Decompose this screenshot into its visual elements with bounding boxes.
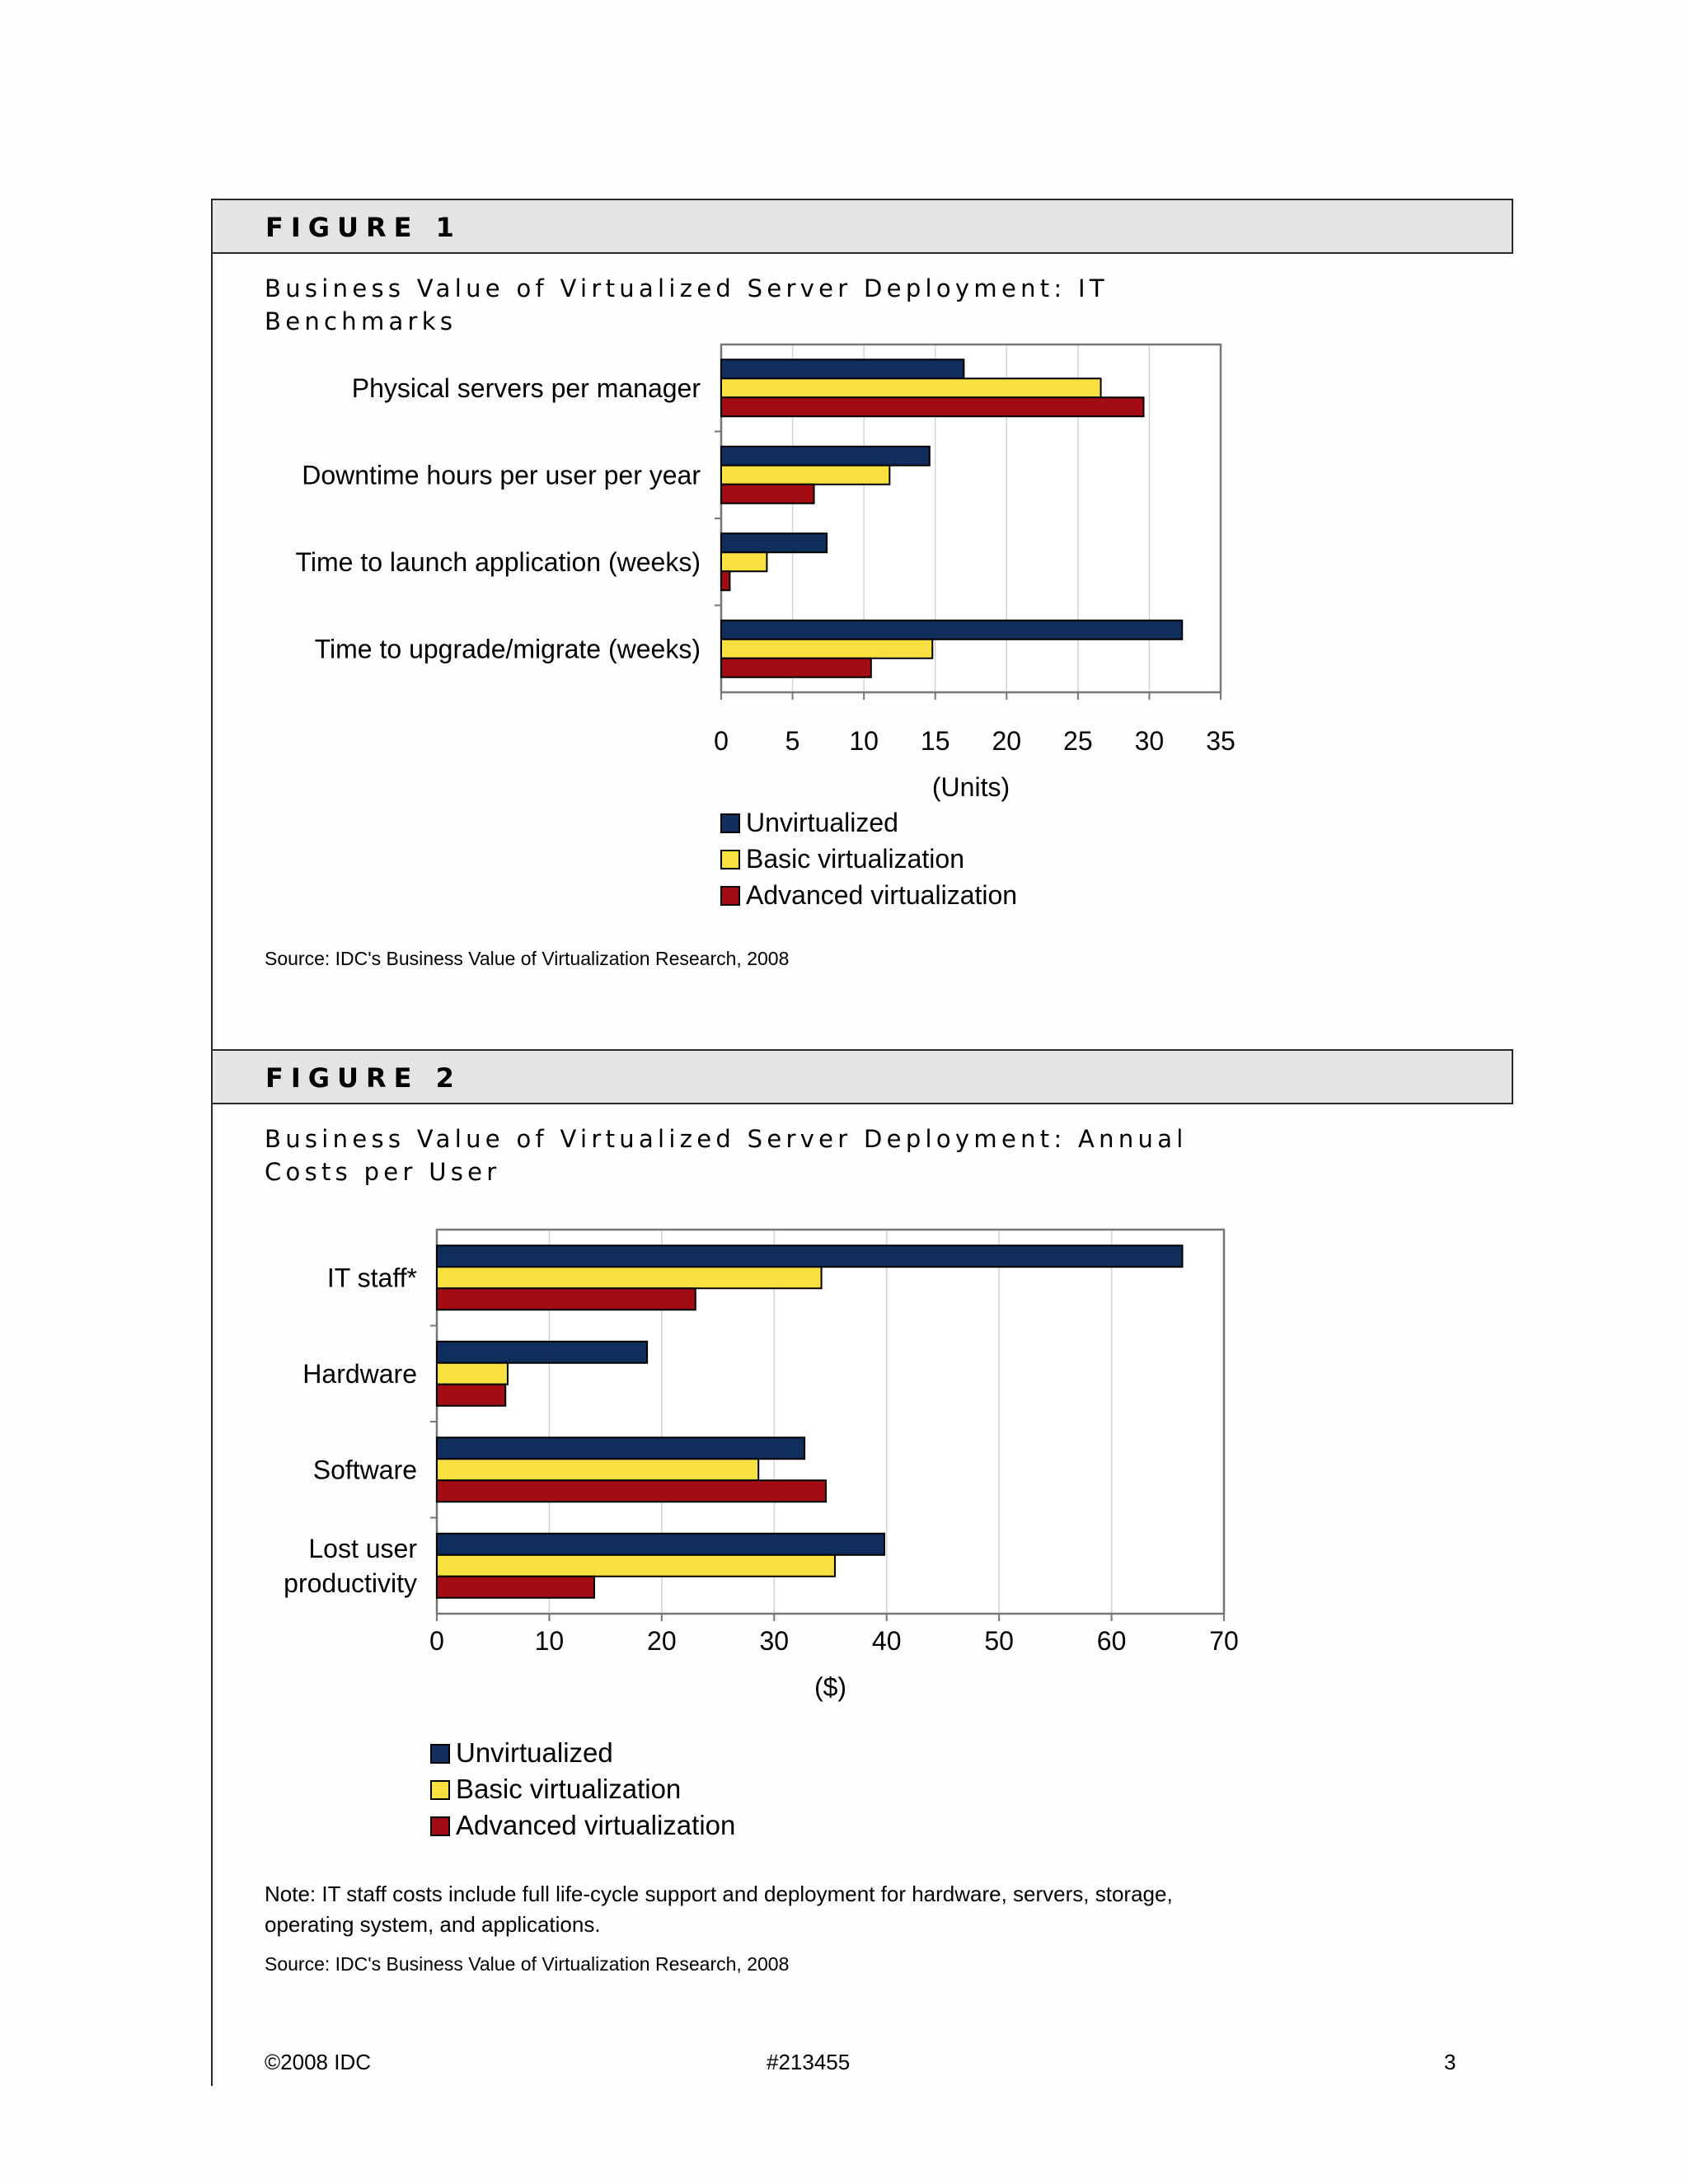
x-tick-label: 40 — [871, 1626, 902, 1656]
legend-swatch — [431, 1781, 449, 1799]
bar-basic-virtualization-2 — [437, 1363, 508, 1385]
left-rule — [211, 199, 213, 2086]
category-label — [284, 1534, 417, 1598]
bar-basic-virtualization-4 — [437, 1555, 835, 1577]
bar-basic-virtualization-2 — [721, 466, 889, 485]
bar-unvirtualized-2 — [437, 1342, 647, 1363]
x-tick-label: 0 — [429, 1626, 444, 1656]
x-tick-label: 20 — [647, 1626, 677, 1656]
bar-advanced-virtualization-2 — [437, 1385, 505, 1406]
legend-label: Advanced virtualization — [456, 1810, 736, 1840]
category-label: Hardware — [302, 1358, 417, 1389]
x-tick-label: 30 — [1134, 726, 1165, 756]
footer-doc-number: #213455 — [767, 2050, 851, 2074]
bar-unvirtualized-3 — [437, 1437, 804, 1459]
bar-advanced-virtualization-1 — [721, 397, 1144, 416]
x-tick-label: 20 — [992, 726, 1022, 756]
x-tick-label: 0 — [714, 726, 729, 756]
figure1-chart — [247, 330, 1319, 940]
category-label: Time to upgrade/migrate (weeks) — [314, 634, 701, 664]
bar-unvirtualized-1 — [437, 1245, 1183, 1267]
figure1-source: Source: IDC's Business Value of Virtualization Research, 2008 — [265, 948, 790, 969]
x-tick-label: 15 — [920, 726, 950, 756]
bar-basic-virtualization-3 — [437, 1459, 758, 1480]
x-tick-label: 50 — [984, 1626, 1014, 1656]
bar-basic-virtualization-1 — [721, 378, 1101, 397]
category-label: Software — [312, 1455, 417, 1485]
category-label: Time to launch application (weeks) — [295, 546, 701, 577]
legend-label: Unvirtualized — [746, 808, 898, 837]
figure1-header — [211, 199, 1513, 254]
bar-advanced-virtualization-1 — [437, 1288, 696, 1310]
figure2-chart — [247, 1212, 1319, 1846]
bar-unvirtualized-4 — [437, 1534, 884, 1555]
bar-basic-virtualization-1 — [437, 1267, 822, 1288]
bar-unvirtualized-2 — [721, 447, 930, 466]
legend-swatch — [721, 814, 739, 832]
footer-page-number: 3 — [1444, 2050, 1456, 2074]
legend-swatch — [431, 1817, 449, 1835]
footer-copyright: ©2008 IDC — [265, 2050, 371, 2074]
figure2-note: Note: IT staff costs include full life-cycle support and deployment for hardware, servers, storage, operating system, and applications. — [265, 1882, 1173, 1937]
bar-advanced-virtualization-4 — [437, 1577, 594, 1598]
figure2-title: Business Value of Virtualized Server Deployment: Annual Costs per User — [265, 1125, 1188, 1186]
legend-label: Basic virtualization — [746, 844, 964, 874]
figure2-source: Source: IDC's Business Value of Virtualization Research, 2008 — [265, 1953, 790, 1975]
bar-advanced-virtualization-3 — [437, 1480, 826, 1502]
category-label-line: Lost user — [308, 1533, 417, 1563]
bar-basic-virtualization-3 — [721, 552, 767, 571]
figure1-label: FIGURE 1 — [265, 212, 462, 243]
x-axis-label: ($) — [814, 1672, 847, 1702]
x-tick-label: 10 — [534, 1626, 565, 1656]
category-label: Physical servers per manager — [351, 373, 701, 403]
legend-label: Advanced virtualization — [746, 880, 1018, 910]
legend-label: Basic virtualization — [456, 1774, 682, 1804]
legend-swatch — [721, 887, 739, 905]
legend-swatch — [431, 1745, 449, 1763]
legend-swatch — [721, 851, 739, 869]
x-tick-label: 35 — [1206, 726, 1236, 756]
legend-label: Unvirtualized — [456, 1737, 613, 1768]
bar-unvirtualized-4 — [721, 621, 1182, 640]
x-tick-label: 10 — [849, 726, 879, 756]
x-tick-label: 5 — [785, 726, 800, 756]
bar-advanced-virtualization-4 — [721, 658, 871, 677]
figure2-label: FIGURE 2 — [265, 1062, 462, 1094]
x-axis-label: (Units) — [931, 772, 1010, 802]
category-label: Downtime hours per user per year — [302, 460, 701, 490]
x-tick-label: 70 — [1209, 1626, 1239, 1656]
x-tick-label: 30 — [759, 1626, 790, 1656]
figure1-title: Business Value of Virtualized Server Deployment: IT Benchmarks — [265, 274, 1109, 335]
bar-advanced-virtualization-2 — [721, 485, 814, 504]
bar-unvirtualized-3 — [721, 533, 827, 552]
x-tick-label: 25 — [1063, 726, 1093, 756]
bar-advanced-virtualization-3 — [721, 571, 729, 590]
category-label: IT staff* — [326, 1263, 417, 1293]
bar-unvirtualized-1 — [721, 359, 964, 378]
bar-basic-virtualization-4 — [721, 640, 932, 658]
category-label-line: productivity — [284, 1568, 417, 1598]
figure2-header — [211, 1049, 1513, 1104]
x-tick-label: 60 — [1096, 1626, 1127, 1656]
